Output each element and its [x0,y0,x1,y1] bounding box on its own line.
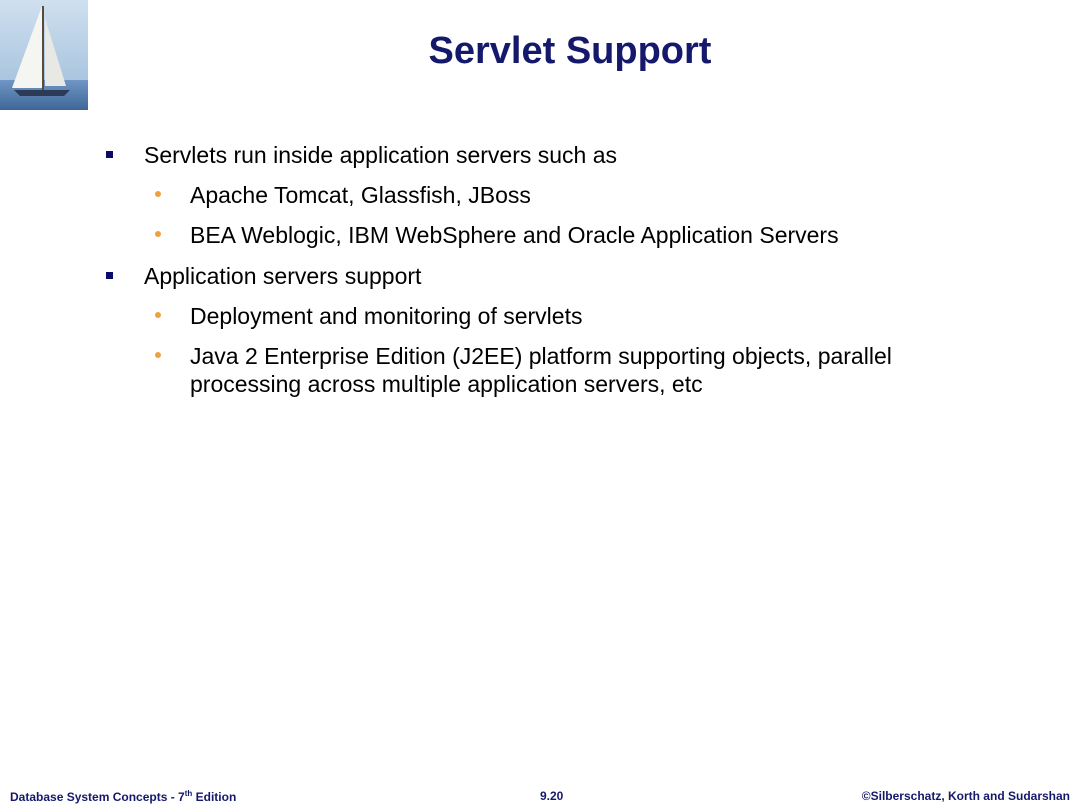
bullet-text: Servlets run inside application servers such as [144,142,618,168]
square-bullet-icon [106,272,113,279]
slide-footer [0,789,1080,809]
sub-bullet-text: Apache Tomcat, Glassfish, JBoss [190,182,531,208]
dot-bullet-icon [155,231,161,237]
sub-bullet-item [100,221,980,249]
sub-bullet-item [100,181,980,209]
bullet-item [100,261,1020,291]
sub-bullet-text: Java 2 Enterprise Edition (J2EE) platform supporting objects, parallel processing across multiple application servers, etc [190,343,892,397]
square-bullet-icon [106,151,113,158]
footer-book-title: Database System Concepts - 7th Edition [10,789,237,804]
sub-bullet-text: BEA Weblogic, IBM WebSphere and Oracle Application Servers [190,222,839,248]
bullet-item [100,140,1020,170]
dot-bullet-icon [155,352,161,358]
sub-bullet-text: Deployment and monitoring of servlets [190,303,583,329]
dot-bullet-icon [155,312,161,318]
bullet-text: Application servers support [144,263,422,289]
footer-copyright: ©Silberschatz, Korth and Sudarshan [861,789,1070,803]
bullet-list [100,140,1020,410]
sub-bullet-item [100,342,980,398]
dot-bullet-icon [155,191,161,197]
footer-page-number: 9.20 [540,789,564,803]
slide-title: Servlet Support [428,30,712,72]
sub-bullet-item [100,302,980,330]
